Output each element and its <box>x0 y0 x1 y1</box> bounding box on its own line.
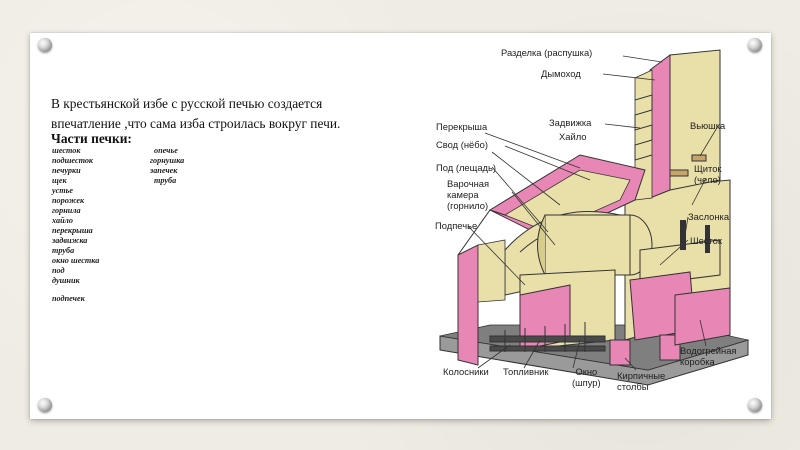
intro-text <box>51 94 391 133</box>
pin-icon <box>748 398 762 412</box>
list-item: подшесток <box>52 156 94 165</box>
list-item: опечье <box>154 146 178 155</box>
list-item: устье <box>52 186 74 195</box>
label-vodogreynaya: Водогрейная коробка <box>680 345 737 367</box>
label-perekrysha: Перекрыша <box>436 121 488 132</box>
list-item: труба <box>154 176 177 185</box>
list-item: хайло <box>52 216 73 225</box>
list-item: труба <box>52 246 75 255</box>
label-svod: Свод (нёбо) <box>436 139 488 150</box>
pin-icon <box>38 38 52 52</box>
pin-icon <box>38 398 52 412</box>
intro-line-1: В крестьянской избе с русской печью создается <box>51 96 323 111</box>
label-dymokhod: Дымоход <box>541 68 581 79</box>
label-podpeche: Подпечье <box>435 220 478 231</box>
parts-title: Части печки: <box>51 131 132 146</box>
list-item: задвижка <box>52 236 88 245</box>
label-khaylo: Хайло <box>559 131 587 142</box>
list-item: под <box>52 266 65 275</box>
label-toplivnik: Топливник <box>503 366 549 377</box>
parts-list <box>52 146 99 304</box>
parts-list-secondary <box>150 146 184 186</box>
label-varochnaya: Варочная камера (горнило) <box>447 178 490 211</box>
label-vyushka: Вьюшка <box>690 120 726 131</box>
label-zadvizhka: Задвижка <box>549 117 592 128</box>
list-item: окно шестка <box>52 256 100 265</box>
list-item: душник <box>52 276 80 285</box>
list-item: перекрыша <box>52 226 93 235</box>
list-item: печурки <box>52 166 81 175</box>
list-item: щек <box>52 176 67 185</box>
list-item: подпечек <box>52 294 85 303</box>
label-kolosniki: Колосники <box>443 366 489 377</box>
label-shchitok: Щиток (чело) <box>694 163 722 185</box>
label-kirpichnye: Кирпичные столбы <box>617 370 666 392</box>
list-item: шесток <box>52 146 81 155</box>
label-okno: Окно (шпур) <box>572 366 601 388</box>
list-item: порожек <box>52 196 85 205</box>
list-item: запечек <box>150 166 178 175</box>
label-pod: Под (лещадь) <box>436 162 497 173</box>
label-razdelka: Разделка (распушка) <box>501 47 593 58</box>
intro-line-2: впечатление ,что сама изба строилась вокруг печи. <box>51 115 341 131</box>
label-zaslonka: Заслонка <box>688 211 730 222</box>
label-shestok: Шесток <box>690 235 722 246</box>
list-item: горнушка <box>150 156 185 165</box>
list-item: горнила <box>52 206 81 215</box>
